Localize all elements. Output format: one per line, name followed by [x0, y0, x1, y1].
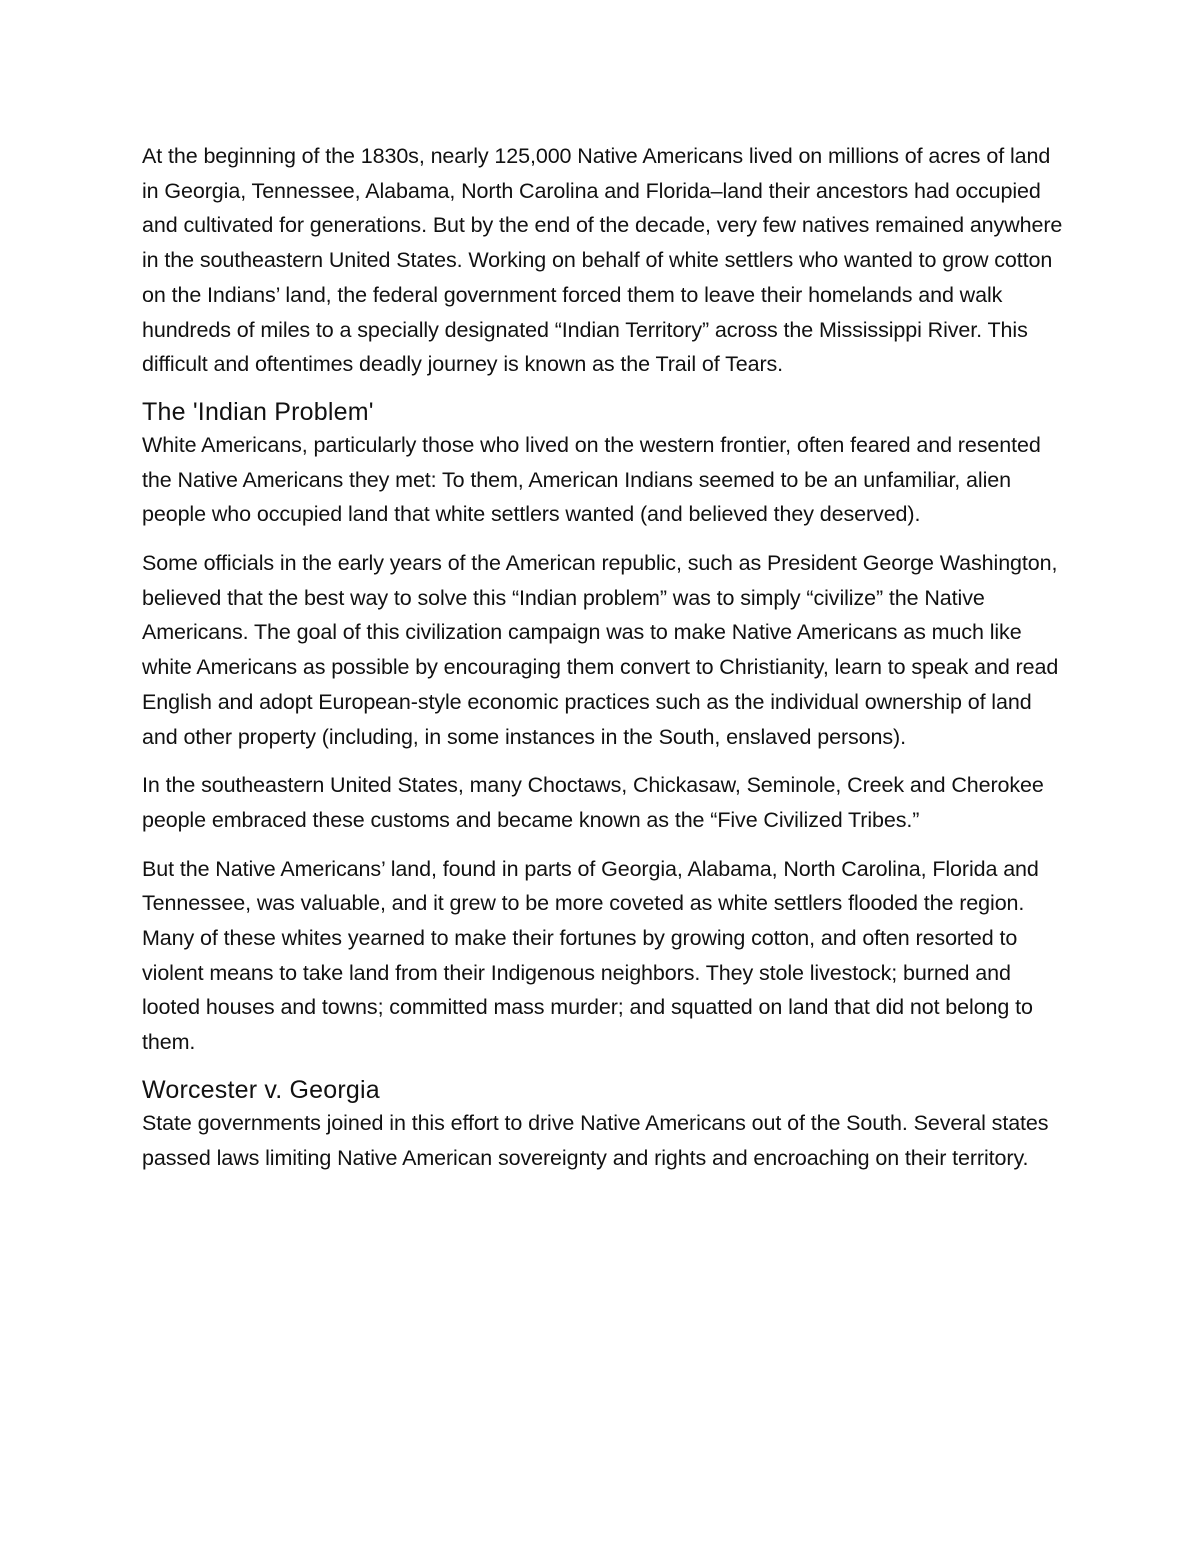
paragraph: But the Native Americans’ land, found in parts of Georgia, Alabama, North Carolina, Florida and Tennessee, was valuable, and it grew to be more coveted as white settlers flooded the region. Many of these whites yearned to make their fortunes by growing cotton, and often resorted to violent means to take land from their Indigenous neighbors. They stole livestock; burned and looted houses and towns; committed mass murder; and squatted on land that did not belong to them. [142, 856, 1039, 1055]
section-heading-indian-problem: The 'Indian Problem' [142, 397, 374, 426]
intro-paragraph: At the beginning of the 1830s, nearly 125,000 Native Americans lived on millions of acres of land in Georgia, Tennessee, Alabama, North Carolina and Florida–land their ancestors had occupied and cultivated for generations. But by the end of the decade, very few natives remained anywhere in the southeastern United States. Working on behalf of white settlers who wanted to grow cotton on the Indians’ land, the federal government forced them to leave their homelands and walk hundreds of miles to a specially designated “Indian Territory” across the Mississippi River. This difficult and oftentimes deadly journey is known as the Trail of Tears. [142, 144, 1063, 377]
paragraph: White Americans, particularly those who lived on the western frontier, often feared and resented the Native Americans they met: To them, American Indians seemed to be an unfamiliar, alien people who occupied land that white settlers wanted (and believed they deserved). [142, 432, 1041, 527]
paragraph: Some officials in the early years of the American republic, such as President George Washington, believed that the best way to solve this “Indian problem” was to simply “civilize” the Native Americans. The goal of this civilization campaign was to make Native Americans as much like white Americans as possible by encouraging them convert to Christianity, learn to speak and read English and adopt European-style economic practices such as the individual ownership of land and other property (including, in some instances in the South, enslaved persons). [142, 551, 1059, 749]
paragraph: In the southeastern United States, many Choctaws, Chickasaw, Seminole, Creek and Cherokee people embraced these customs and became known as the “Five Civilized Tribes.” [142, 773, 1044, 832]
paragraph: State governments joined in this effort to drive Native Americans out of the South. Several states passed laws limiting Native American sovereignty and rights and encroaching on their territory. [142, 1110, 1049, 1170]
document-page [142, 139, 1072, 1189]
section-heading-worcester-v-georgia: Worcester v. Georgia [142, 1075, 380, 1104]
